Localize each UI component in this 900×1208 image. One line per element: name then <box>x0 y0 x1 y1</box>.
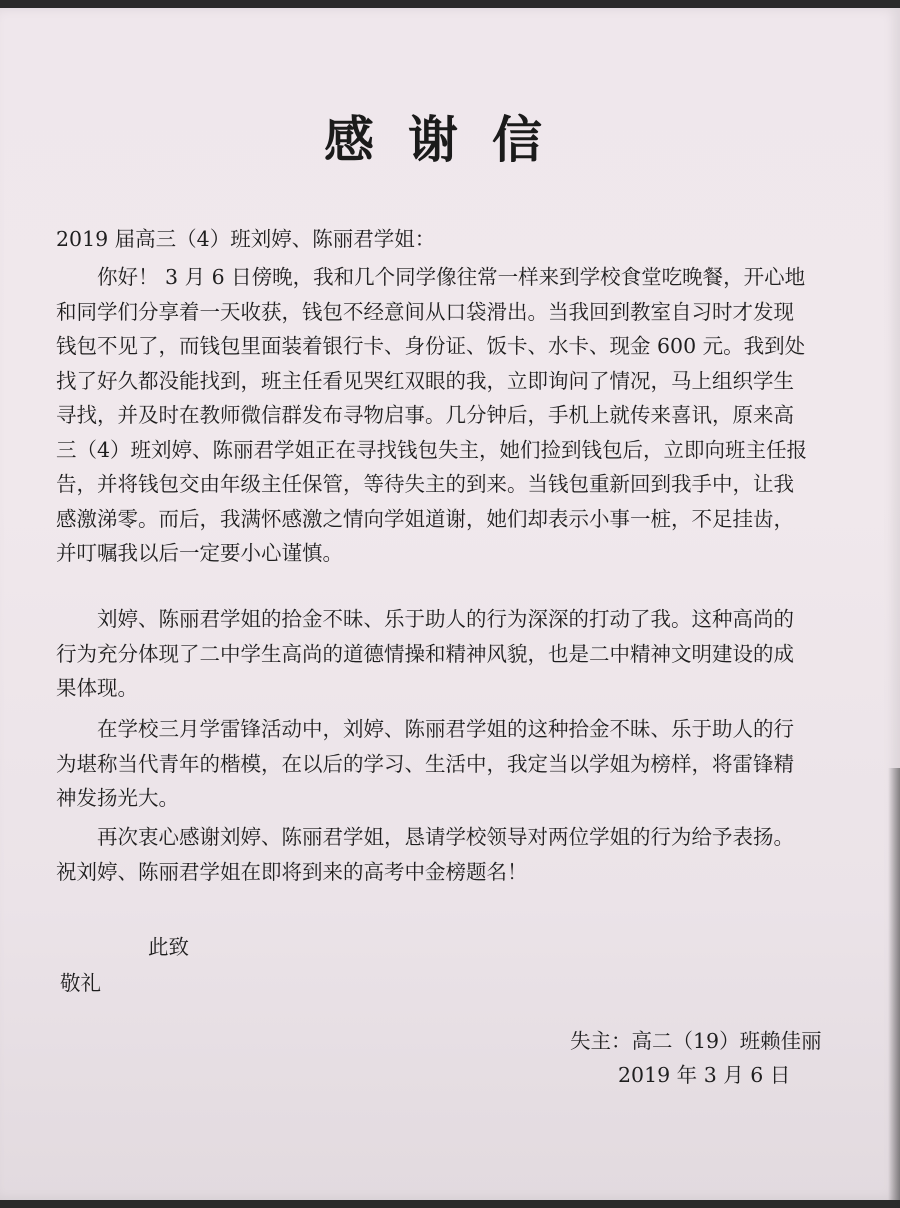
paragraph-line: 你好！ 3 月 6 日傍晚，我和几个同学像往常一样来到学校食堂吃晚餐，开心地 <box>56 265 806 289</box>
paragraph-2 <box>56 602 836 706</box>
paragraph-line: 再次衷心感谢刘婷、陈丽君学姐，恳请学校领导对两位学姐的行为给予表扬。 <box>56 825 794 849</box>
closing-cizhi: 此致 <box>148 935 189 959</box>
paper-fold-shadow <box>888 768 900 1208</box>
paragraph-4 <box>56 820 836 889</box>
paragraph-line: 告，并将钱包交由年级主任保管，等待失主的到来。当钱包重新回到我手中，让我 <box>56 472 794 496</box>
letter-title: 感谢信 <box>324 110 576 169</box>
paragraph-line: 在学校三月学雷锋活动中，刘婷、陈丽君学姐的这种拾金不昧、乐于助人的行 <box>56 717 794 741</box>
closing-jingli: 敬礼 <box>60 971 101 995</box>
paragraph-line: 并叮嘱我以后一定要小心谨慎。 <box>56 541 343 565</box>
paragraph-line: 神发扬光大。 <box>56 786 179 810</box>
signature: 失主：高二（19）班赖佳丽 <box>570 1029 822 1053</box>
paragraph-line: 寻找，并及时在教师微信群发布寻物启事。几分钟后，手机上就传来喜讯，原来高 <box>56 403 794 427</box>
letter-salutation: 2019 届高三（4）班刘婷、陈丽君学姐： <box>56 227 436 251</box>
paragraph-1 <box>56 260 836 571</box>
paragraph-line: 果体现。 <box>56 676 138 700</box>
paragraph-line: 找了好久都没能找到，班主任看见哭红双眼的我，立即询问了情况，马上组织学生 <box>56 368 794 393</box>
paragraph-line: 感激涕零。而后，我满怀感激之情向学姐道谢，她们却表示小事一桩，不足挂齿， <box>56 506 794 531</box>
paragraph-line: 和同学们分享着一天收获，钱包不经意间从口袋滑出。当我回到教室自习时才发现 <box>56 299 794 324</box>
paragraph-line: 钱包不见了，而钱包里面装着银行卡、身份证、饭卡、水卡、现金 600 元。我到处 <box>56 334 806 358</box>
paragraph-line: 三（4）班刘婷、陈丽君学姐正在寻找钱包失主，她们捡到钱包后，立即向班主任报 <box>56 437 808 462</box>
paragraph-line: 为堪称当代青年的楷模，在以后的学习、生活中，我定当以学姐为榜样，将雷锋精 <box>56 751 794 776</box>
paragraph-3 <box>56 712 836 816</box>
letter-paper <box>0 8 900 1200</box>
paragraph-line: 刘婷、陈丽君学姐的拾金不昧、乐于助人的行为深深的打动了我。这种高尚的 <box>56 607 794 631</box>
letter-date: 2019 年 3 月 6 日 <box>618 1063 791 1087</box>
paragraph-line: 行为充分体现了二中学生高尚的道德情操和精神风貌，也是二中精神文明建设的成 <box>56 641 794 666</box>
paragraph-line: 祝刘婷、陈丽君学姐在即将到来的高考中金榜题名！ <box>56 859 528 884</box>
